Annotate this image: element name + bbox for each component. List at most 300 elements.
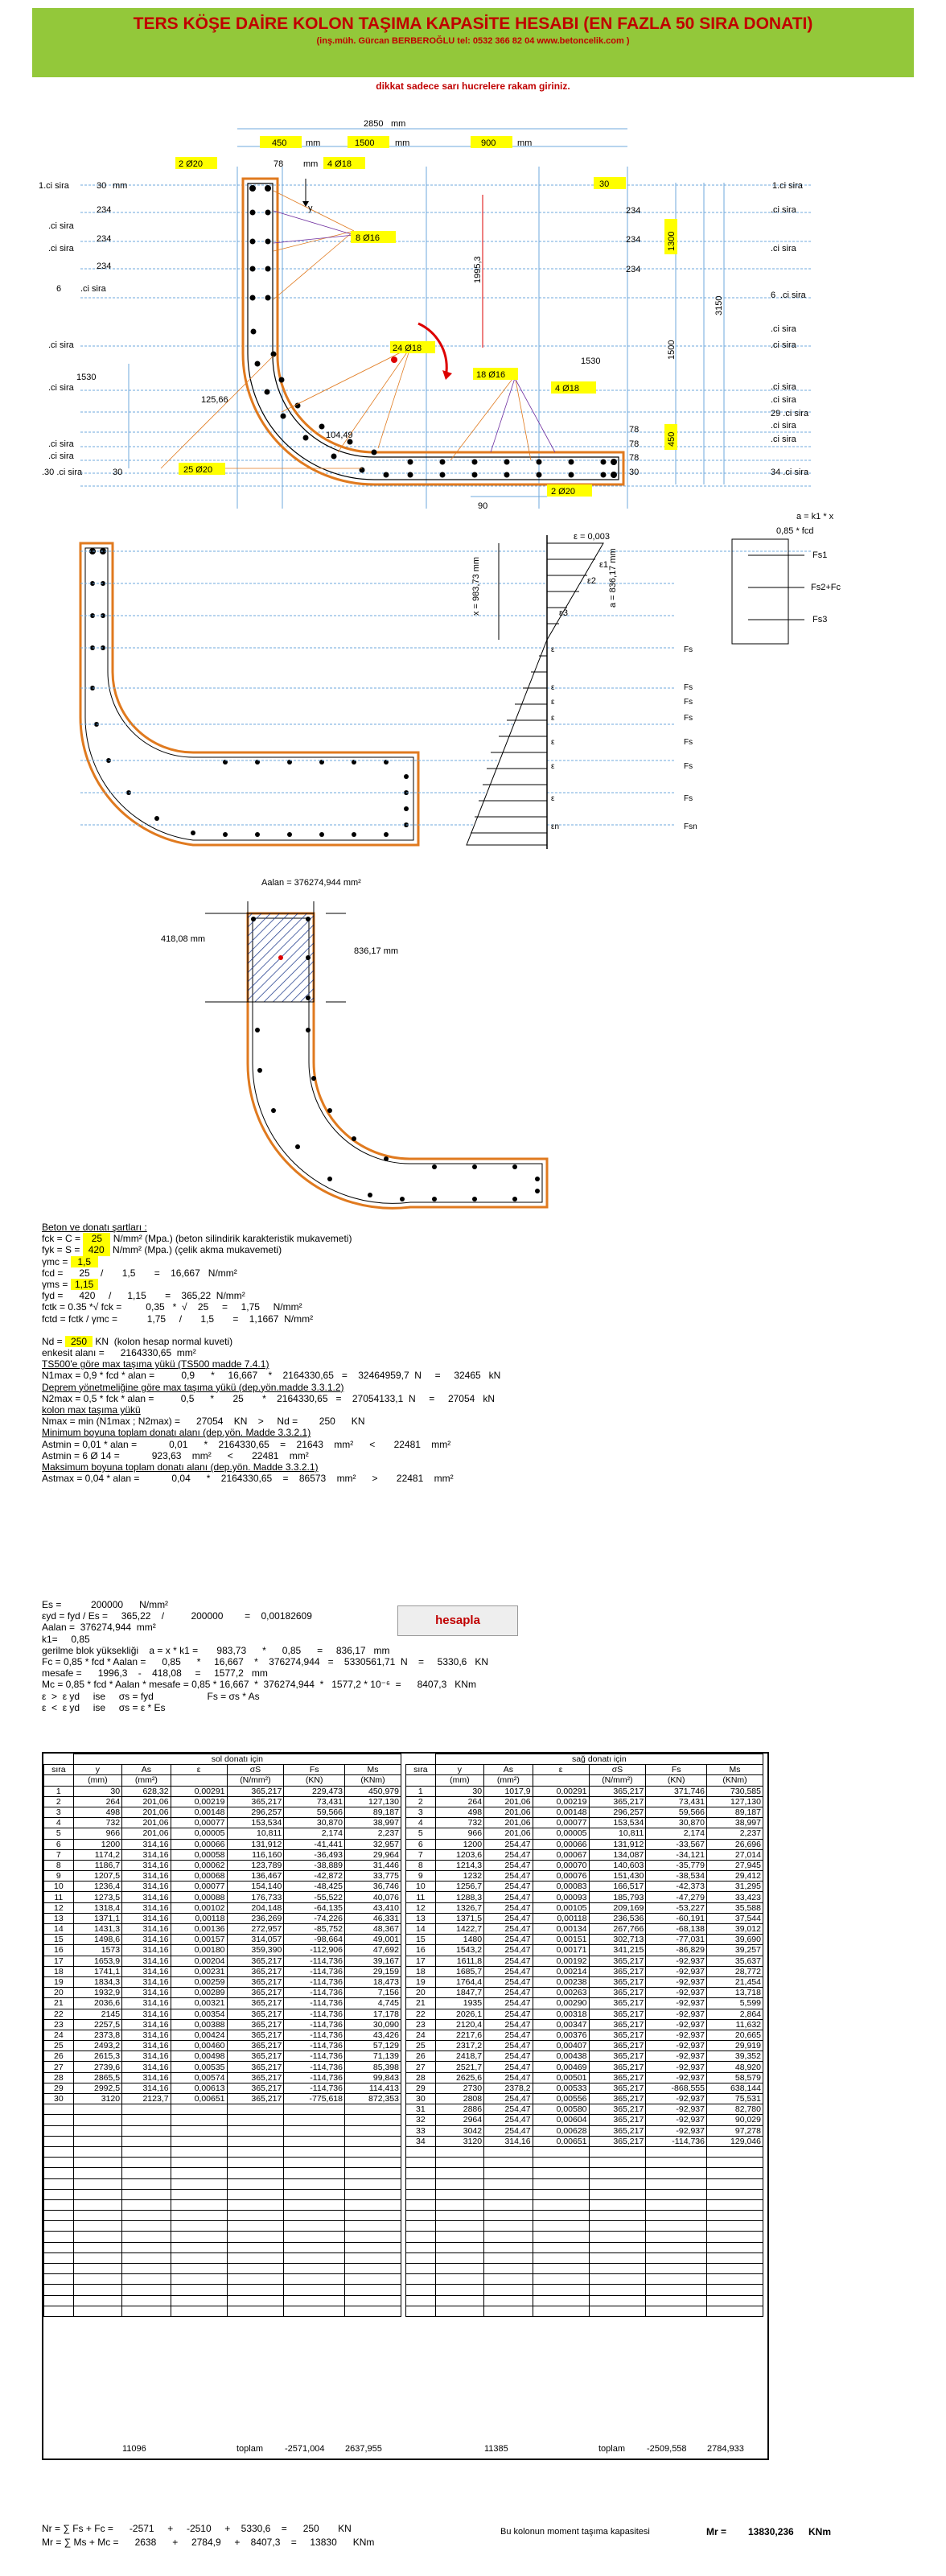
table-cell: 11,632 [706, 2019, 763, 2030]
right-table-title: sağ donatı için [435, 1754, 763, 1765]
table-cell: 1764,4 [435, 1976, 483, 1987]
table-row [406, 2041, 763, 2051]
table-row [44, 2019, 401, 2030]
table-cell [284, 2189, 345, 2199]
col-unit [171, 1775, 227, 1786]
table-row [406, 1871, 763, 1882]
table-cell: -33,567 [646, 1839, 707, 1849]
strain-epsilon: ε = 0,003 [574, 532, 610, 542]
svg-text:.ci sira: .ci sira [771, 382, 796, 392]
table-cell: 8 [406, 1860, 436, 1870]
table-cell: 201,06 [122, 1807, 171, 1817]
table-row [44, 1839, 401, 1849]
table-cell [646, 2295, 707, 2306]
mr-unit: KNm [808, 2526, 832, 2537]
table-cell [284, 2178, 345, 2189]
table-row [44, 1860, 401, 1870]
table-cell: 24 [44, 2030, 74, 2040]
table-cell: 28,772 [706, 1966, 763, 1976]
table-cell: 264 [435, 1796, 483, 1807]
table-cell: 9 [44, 1871, 74, 1882]
table-cell: 2,864 [706, 2009, 763, 2019]
table-cell [171, 2211, 227, 2221]
table-cell: 0,00535 [171, 2062, 227, 2072]
nd-input[interactable]: 250 [65, 1336, 93, 1347]
svg-text:ε: ε [551, 738, 555, 747]
table-row [44, 1786, 401, 1796]
table-cell [284, 2199, 345, 2210]
table-cell [122, 2264, 171, 2274]
table-cell: 0,00136 [171, 1924, 227, 1935]
table-cell: 0,00388 [171, 2019, 227, 2030]
table-cell [344, 2136, 401, 2146]
table-cell [646, 2242, 707, 2252]
table-cell: 90,029 [706, 2115, 763, 2125]
table-cell: -68,138 [646, 1924, 707, 1935]
table-cell: 365,217 [589, 2009, 646, 2019]
table-cell: 1256,7 [435, 1882, 483, 1892]
top-cover-input[interactable]: 30 [599, 179, 610, 189]
table-cell [589, 2295, 646, 2306]
table-cell [706, 2232, 763, 2242]
table-cell [284, 2295, 345, 2306]
table-cell: 314,16 [122, 1945, 171, 1956]
dim-1300: 1300 [667, 231, 677, 251]
compression-area: Aalan = 376274,944 mm² [261, 878, 361, 888]
table-cell: 59,566 [284, 1807, 345, 1817]
table-cell [284, 2125, 345, 2136]
table-cell [435, 2158, 483, 2168]
right-total-label: toplam [598, 2444, 626, 2454]
table-cell: 314,16 [122, 2083, 171, 2093]
right-total-as: 11385 [484, 2444, 508, 2454]
svg-text:ε: ε [551, 698, 555, 707]
table-cell [171, 2178, 227, 2189]
table-cell: 0,00376 [533, 2030, 589, 2040]
table-cell: 1 [406, 1786, 436, 1796]
table-cell: 0,00354 [171, 2009, 227, 2019]
table-cell [171, 2199, 227, 2210]
table-cell [435, 2264, 483, 2274]
table-cell [406, 2295, 436, 2306]
table-cell: 85,398 [344, 2062, 401, 2072]
table-cell: 21 [44, 1998, 74, 2009]
mr-line: Mr = ∑ Ms + Mc = 2638 + 2784,9 + 8407,3 = 13830 KNm [42, 2537, 375, 2548]
table-cell: 314,16 [122, 2030, 171, 2040]
table-cell: 0,00533 [533, 2083, 589, 2093]
table-row [44, 2062, 401, 2072]
table-cell [73, 2274, 121, 2285]
table-row [44, 2252, 401, 2263]
table-cell [122, 2242, 171, 2252]
table-cell: 365,217 [589, 2115, 646, 2125]
col-header: ε [171, 1765, 227, 1775]
table-cell: 732 [73, 1818, 121, 1828]
table-cell [171, 2306, 227, 2316]
table-cell [227, 2125, 284, 2136]
table-cell [589, 2168, 646, 2178]
svg-text:234: 234 [97, 262, 112, 271]
table-cell: 39,690 [706, 1935, 763, 1945]
bar-label-4-18b: 4 Ø18 [555, 384, 579, 394]
table-cell: 0,00192 [533, 1956, 589, 1966]
table-cell: -48,425 [284, 1882, 345, 1892]
table-cell: 123,789 [227, 1860, 284, 1870]
right-total-ms: 2784,933 [707, 2444, 744, 2454]
table-cell: -775,618 [284, 2094, 345, 2104]
table-cell: -114,736 [284, 2051, 345, 2062]
table-cell: 2120,4 [435, 2019, 483, 2030]
table-row [44, 2158, 401, 2168]
table-cell: 0,00347 [533, 2019, 589, 2030]
table-cell [122, 2274, 171, 2285]
table-cell: 314,16 [484, 2136, 533, 2146]
table-cell [435, 2168, 483, 2178]
table-cell [484, 2285, 533, 2295]
table-cell: 3 [406, 1807, 436, 1817]
gamma-ms-input[interactable]: 1,15 [71, 1279, 98, 1290]
table-cell [646, 2264, 707, 2274]
table-cell: 254,47 [484, 1956, 533, 1966]
col-header: sıra [406, 1765, 436, 1775]
table-cell [73, 2146, 121, 2157]
table-cell [484, 2221, 533, 2232]
table-cell: 872,353 [344, 2094, 401, 2104]
table-cell: 365,217 [589, 1988, 646, 1998]
table-cell: 254,47 [484, 1998, 533, 2009]
table-cell: 314,16 [122, 1935, 171, 1945]
table-cell [406, 2285, 436, 2295]
table-row [406, 1818, 763, 1828]
table-cell: 0,00438 [533, 2051, 589, 2062]
table-cell: 254,47 [484, 1849, 533, 1860]
table-cell: 0,00291 [533, 1786, 589, 1796]
table-cell [706, 2274, 763, 2285]
table-cell [406, 2146, 436, 2157]
table-cell: 1200 [435, 1839, 483, 1849]
table-cell [484, 2252, 533, 2263]
table-cell: 25 [406, 2041, 436, 2051]
table-row [406, 2295, 763, 2306]
table-cell: 267,766 [589, 1924, 646, 1935]
table-cell [484, 2264, 533, 2274]
capacity-label: Bu kolonun moment taşıma kapasitesi [500, 2527, 650, 2537]
table-cell: 0,00498 [171, 2051, 227, 2062]
table-cell [589, 2264, 646, 2274]
table-row [406, 2306, 763, 2316]
table-cell [484, 2242, 533, 2252]
table-cell [484, 2178, 533, 2189]
gamma-mc-input[interactable]: 1,5 [71, 1256, 98, 1267]
table-cell: 6 [44, 1839, 74, 1849]
calculation-block: Beton ve donatı şartları : fck = C = 25 N/mm² (Mpa.) (beton silindirik karakteristik mukavemeti) fyk = S = 420 N/mm² (Mpa.) (çelik akma mukavemeti) γmc = 1,5 fcd = 25 / 1,5 = 16,667 N/mm² γms = 1,15 fyd = 420 / 1,15 = 365,22 N/mm² fctk = 0.35 *√ fck = 0,35 * √ 25 = 1,75 N/mm² fctd = fctk / γmc = 1,75 / 1,5 = 1,1667 N/mm² Nd = 250 KN (kolon hesap normal kuveti) enkesit alanı = 2164330,65 mm² TS500'e göre max taşıma yükü (TS500 madde 7.4.1) N1max = 0,9 * fcd * alan = 0,9 * 16,667 * 2164330,65 = 32464959,7 N = 32465 kN Deprem yönetmeliğine göre max taşıma yükü (dep.yön.madde 3.3.1.2) N2max = 0,5 * fck * alan = 0,5 * 25 * 2164330,65 = 27054133,1 N = 27054 kN kolon max taşıma yükü Nmax = min (N1max ; N2max) = 27054 KN > Nd = 250 KN Minimum boyuna toplam donatı alanı (dep.yön. Madde 3.3.2.1) Astmin = 0,01 * alan = 0,01 * 2164330,65 = 21643 mm² < 22481 mm² Astmin = 6 Ø 14 = 923,63 mm² < 22481 mm² Maksimum boyuna toplam donatı alanı (dep.yön. Madde 3.3.2.1) Astmax = 0,04 * alan = 0,04 * 2164330,65 = 86573 mm² > 22481 mm² [42, 1222, 501, 1485]
table-cell: 1207,5 [73, 1871, 121, 1882]
table-cell [706, 2158, 763, 2168]
table-cell: 29,159 [344, 1966, 401, 1976]
table-cell: 365,217 [589, 1966, 646, 1976]
table-cell: 0,00219 [533, 1796, 589, 1807]
col-unit [44, 1775, 74, 1786]
table-cell: 15 [406, 1935, 436, 1945]
table-cell: 18 [44, 1966, 74, 1976]
table-cell: 39,167 [344, 1956, 401, 1966]
svg-text:.ci sira: .ci sira [771, 340, 796, 350]
table-cell [706, 2242, 763, 2252]
table-cell: 201,06 [122, 1796, 171, 1807]
table-cell [706, 2146, 763, 2157]
table-cell [44, 2211, 74, 2221]
table-cell: 0,00407 [533, 2041, 589, 2051]
table-cell [227, 2136, 284, 2146]
table-cell: 48,367 [344, 1924, 401, 1935]
table-row [44, 2115, 401, 2125]
table-cell: 0,00102 [171, 1902, 227, 1913]
table-cell: 0,00628 [533, 2125, 589, 2136]
table-cell: 140,603 [589, 1860, 646, 1870]
table-row [44, 2136, 401, 2146]
table-cell: 0,00118 [533, 1913, 589, 1923]
table-row [44, 2221, 401, 2232]
fck-input[interactable]: 25 [83, 1233, 110, 1244]
table-cell: 201,06 [484, 1807, 533, 1817]
table-cell [589, 2306, 646, 2316]
col-header: Ms [706, 1765, 763, 1775]
svg-text:.ci sira: .ci sira [48, 340, 74, 350]
fyk-input[interactable]: 420 [83, 1244, 110, 1255]
header-banner [32, 8, 914, 77]
table-cell: 7 [44, 1849, 74, 1860]
table-row [406, 1935, 763, 1945]
table-cell: 2739,6 [73, 2062, 121, 2072]
table-row [44, 2009, 401, 2019]
table-row [406, 2178, 763, 2189]
col-unit: (KN) [646, 1775, 707, 1786]
table-row [406, 2094, 763, 2104]
table-cell [435, 2211, 483, 2221]
svg-text:Fs1: Fs1 [812, 550, 828, 560]
table-cell: 153,534 [589, 1818, 646, 1828]
table-cell [227, 2158, 284, 2168]
table-cell [344, 2115, 401, 2125]
table-cell: 201,06 [484, 1796, 533, 1807]
radius-125: 125,66 [201, 395, 228, 405]
table-cell [589, 2146, 646, 2157]
table-cell: 27 [44, 2062, 74, 2072]
table-cell [533, 2221, 589, 2232]
svg-text:78: 78 [629, 425, 640, 435]
table-cell [344, 2211, 401, 2221]
col-unit: (N/mm²) [227, 1775, 284, 1786]
table-cell: 0,00501 [533, 2072, 589, 2083]
table-cell [589, 2252, 646, 2263]
table-row [406, 1849, 763, 1860]
bar-label-2-20b: 2 Ø20 [551, 487, 575, 497]
col-header: σS [589, 1765, 646, 1775]
table-cell [589, 2189, 646, 2199]
table-cell: 8 [44, 1860, 74, 1870]
table-cell: 314,16 [122, 1871, 171, 1882]
bar-label-top: 2 Ø20 [179, 159, 203, 169]
table-cell: 11 [406, 1892, 436, 1902]
table-cell [44, 2242, 74, 2252]
table-cell [44, 2115, 74, 2125]
table-cell: 48,920 [706, 2062, 763, 2072]
table-cell: -92,937 [646, 2062, 707, 2072]
table-cell: -92,937 [646, 2125, 707, 2136]
col-unit: (N/mm²) [589, 1775, 646, 1786]
table-cell: 43,426 [344, 2030, 401, 2040]
table-cell [44, 2168, 74, 2178]
table-cell: 365,217 [227, 2062, 284, 2072]
table-cell: 2865,5 [73, 2072, 121, 2083]
table-cell: 11 [44, 1892, 74, 1902]
table-cell: 2615,3 [73, 2051, 121, 2062]
svg-text:ε: ε [551, 762, 555, 771]
table-row [44, 2178, 401, 2189]
table-cell: 0,00005 [171, 1828, 227, 1839]
table-cell: 12 [406, 1902, 436, 1913]
svg-text:234: 234 [626, 206, 641, 216]
table-cell: 254,47 [484, 2019, 533, 2030]
table-cell: 371,746 [646, 1786, 707, 1796]
svg-text:Fs: Fs [684, 714, 693, 723]
table-cell: 28 [406, 2072, 436, 2083]
table-row [406, 2285, 763, 2295]
table-cell: 35,588 [706, 1902, 763, 1913]
table-cell: 17,178 [344, 2009, 401, 2019]
table-cell [706, 2178, 763, 2189]
svg-text:.ci sira: .ci sira [771, 324, 796, 334]
calculation-block-2: Es = 200000 N/mm² εyd = fyd / Es = 365,22 / 200000 = 0,00182609 Aalan = 376274,944 mm² k1= 0,85 gerilme blok yüksekliği a = x * k1 = 983,73 * 0,85 = 836,17 mm Fc = 0,85 * fcd * Aalan = 0,85 * 16,667 * 376274,944 = 5330561,71 N = 5330,6 KN mesafe = 1996,3 - 418,08 = 1577,2 mm Mc = 0,85 * fcd * Aalan * mesafe = 0,85 * 16,667 * 376274,944 * 1577,2 * 10⁻⁶ = 8407,3 KNm ε > ε yd ise σs = fyd Fs = σs * As ε < ε yd ise σs = ε * Es [42, 1599, 489, 1713]
table-cell: 2373,8 [73, 2030, 121, 2040]
table-cell: -85,752 [284, 1924, 345, 1935]
table-cell: 365,217 [589, 2072, 646, 2083]
table-cell: 1236,4 [73, 1882, 121, 1892]
table-cell: 38,997 [706, 1818, 763, 1828]
table-cell: -41,441 [284, 1839, 345, 1849]
table-cell: 0,00289 [171, 1988, 227, 1998]
table-cell [122, 2306, 171, 2316]
table-cell: -47,279 [646, 1892, 707, 1902]
table-cell: -35,779 [646, 1860, 707, 1870]
table-cell: 254,47 [484, 1839, 533, 1849]
table-cell: 0,00134 [533, 1924, 589, 1935]
table-cell [171, 2285, 227, 2295]
svg-text:.30 .ci sira: .30 .ci sira [42, 468, 83, 477]
table-row [44, 1818, 401, 1828]
table-cell: 1203,6 [435, 1849, 483, 1860]
table-row [406, 1828, 763, 1839]
table-cell: 628,32 [122, 1786, 171, 1796]
table-cell [533, 2178, 589, 2189]
table-row [406, 1976, 763, 1987]
table-cell [344, 2221, 401, 2232]
table-cell [44, 2158, 74, 2168]
table-cell [406, 2211, 436, 2221]
table-cell: -92,937 [646, 2051, 707, 2062]
svg-text:.ci sira: .ci sira [80, 284, 106, 294]
table-cell [589, 2232, 646, 2242]
table-row [44, 1913, 401, 1923]
table-cell: 1200 [73, 1839, 121, 1849]
table-cell: 314,16 [122, 1902, 171, 1913]
table-cell: 314,16 [122, 2009, 171, 2019]
table-cell: 1653,9 [73, 1956, 121, 1966]
table-cell: 16 [406, 1945, 436, 1956]
table-cell: 7 [406, 1849, 436, 1860]
table-cell: 127,130 [706, 1796, 763, 1807]
table-cell [122, 2232, 171, 2242]
col-unit [533, 1775, 589, 1786]
table-cell: 254,47 [484, 2094, 533, 2104]
table-cell: 201,06 [484, 1818, 533, 1828]
table-cell: -92,937 [646, 1998, 707, 2009]
table-cell: 19 [406, 1976, 436, 1987]
table-cell: -114,736 [284, 1966, 345, 1976]
section-drawing-1 [32, 90, 917, 517]
table-cell [484, 2295, 533, 2306]
table-cell [706, 2252, 763, 2263]
bar-label-8-16: 8 Ø16 [356, 233, 380, 243]
table-cell: 22 [406, 2009, 436, 2019]
table-cell: 4,745 [344, 1998, 401, 2009]
table-cell: 254,47 [484, 1913, 533, 1923]
table-cell: 0,00077 [171, 1818, 227, 1828]
table-cell [589, 2242, 646, 2252]
svg-text:mm: mm [306, 138, 321, 148]
svg-text:.ci sira: .ci sira [771, 395, 796, 405]
table-cell: 0,00058 [171, 1849, 227, 1860]
table-cell: -86,829 [646, 1945, 707, 1956]
table-cell [122, 2285, 171, 2295]
svg-text:1.ci sira: 1.ci sira [772, 181, 803, 191]
table-cell: 4 [406, 1818, 436, 1828]
table-cell: 365,217 [589, 2051, 646, 2062]
table-cell [122, 2168, 171, 2178]
table-cell [406, 2264, 436, 2274]
table-cell: 97,278 [706, 2125, 763, 2136]
table-cell [122, 2125, 171, 2136]
calculate-button[interactable]: hesapla [397, 1605, 518, 1636]
table-row [44, 1871, 401, 1882]
section-outline [243, 179, 623, 484]
table-cell: 23 [406, 2019, 436, 2030]
col-header: y [435, 1765, 483, 1775]
table-cell: -114,736 [284, 1976, 345, 1987]
table-cell [44, 2199, 74, 2210]
dim-1530-left: 1530 [76, 373, 97, 382]
col-header: sıra [44, 1765, 74, 1775]
table-cell: 47,692 [344, 1945, 401, 1956]
table-row [406, 1902, 763, 1913]
table-row [44, 1882, 401, 1892]
table-cell: 365,217 [227, 1988, 284, 1998]
table-cell: 730,585 [706, 1786, 763, 1796]
table-row [406, 2211, 763, 2221]
table-cell: 2521,7 [435, 2062, 483, 2072]
table-cell: 20 [44, 1988, 74, 1998]
table-row [406, 1945, 763, 1956]
left-total-fs: -2571,004 [285, 2444, 325, 2454]
table-cell: 254,47 [484, 1966, 533, 1976]
table-cell: 82,780 [706, 2104, 763, 2115]
table-cell [589, 2285, 646, 2295]
a-equation: a = k1 * x [796, 512, 834, 521]
table-cell [171, 2242, 227, 2252]
table-row [44, 2083, 401, 2093]
svg-text:ε1: ε1 [599, 560, 609, 570]
right-table [405, 1754, 767, 2317]
